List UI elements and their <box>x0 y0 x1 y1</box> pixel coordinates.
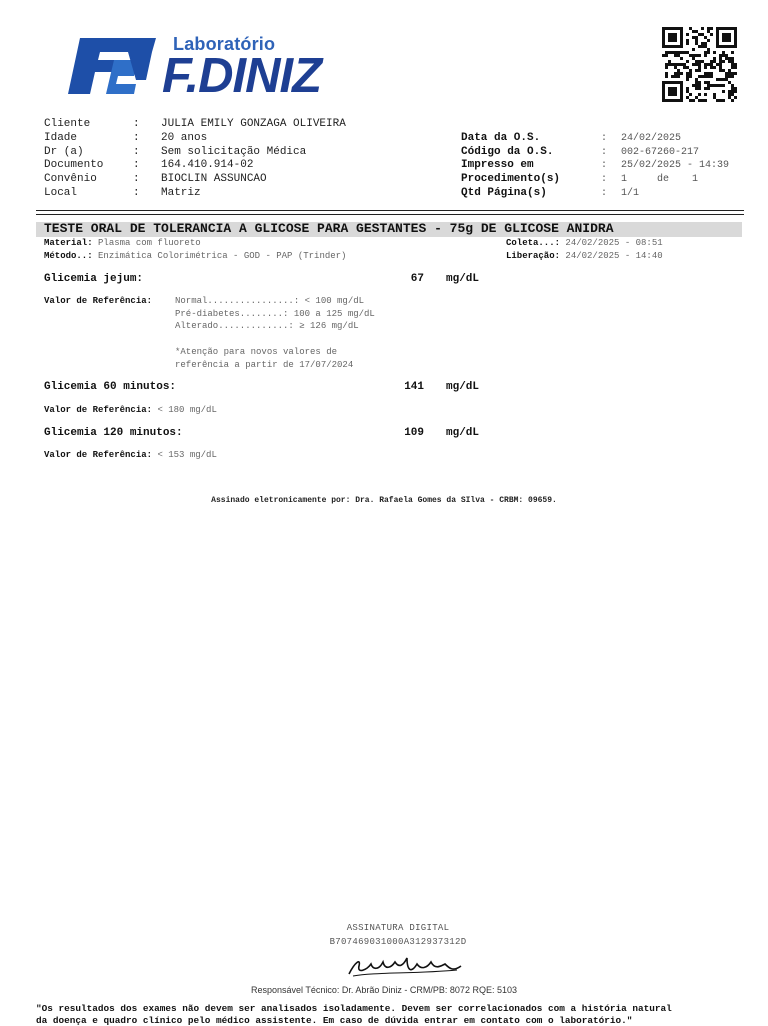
ref-label: Valor de Referência: <box>44 405 153 415</box>
ref-row <box>44 404 217 417</box>
liberacao-row <box>506 251 663 261</box>
signed-by: Assinado eletronicamente por: Dra. Rafaela Gomes da SIlva - CRBM: 09659. <box>211 496 557 505</box>
material-row <box>44 238 201 248</box>
colon: : <box>601 160 608 171</box>
convenio-label: Convênio <box>44 173 97 185</box>
local-value: Matriz <box>161 187 201 199</box>
result-value: 141 <box>404 381 424 393</box>
ref-normal: Normal................: < 100 mg/dL <box>175 296 365 306</box>
metodo-row <box>44 251 346 261</box>
colon: : <box>133 159 140 171</box>
logo-name-text: F.DINIZ <box>162 49 322 103</box>
header-divider <box>36 214 744 215</box>
idade-label: Idade <box>44 132 78 144</box>
coleta-value: 24/02/2025 - 08:51 <box>565 238 663 248</box>
coleta-label: Coleta...: <box>506 238 561 248</box>
metodo-label: Método..: <box>44 251 93 261</box>
lab-logo-mark <box>66 36 158 96</box>
result-name: Glicemia 120 minutos: <box>44 427 183 439</box>
ref-prediabetes: Pré-diabetes........: 100 a 125 mg/dL <box>175 309 375 319</box>
footer-disclaimer-line: da doença e quadro clínico pelo médico assistente. Em caso de dúvida entrar em contato com o laboratório." <box>36 1015 633 1026</box>
result-value: 67 <box>410 273 424 285</box>
qtd-pagina-value: 1/1 <box>621 188 640 199</box>
header-divider <box>36 210 744 211</box>
procedimento-label: Procedimento(s) <box>461 173 561 185</box>
exam-title: TESTE ORAL DE TOLERANCIA A GLICOSE PARA GESTANTES - 75g DE GLICOSE ANIDRA <box>44 221 614 236</box>
result-name: Glicemia 60 minutos: <box>44 381 177 393</box>
ref-alterado: Alterado.............: ≥ 126 mg/dL <box>175 321 359 331</box>
colon: : <box>133 118 140 130</box>
ref-note-line: referência a partir de 17/07/2024 <box>175 360 354 370</box>
ref-note-line: *Atenção para novos valores de <box>175 347 338 357</box>
digital-signature-code: B707469031000A312937312D <box>329 937 467 947</box>
qtd-pagina-label: Qtd Página(s) <box>461 187 547 199</box>
result-unit: mg/dL <box>446 273 480 285</box>
material-value: Plasma com fluoreto <box>98 238 201 248</box>
codigo-os-label: Código da O.S. <box>461 146 554 158</box>
colon: : <box>601 174 608 185</box>
data-os-label: Data da O.S. <box>461 132 541 144</box>
result-unit: mg/dL <box>446 381 480 393</box>
ref-label: Valor de Referência: <box>44 296 153 306</box>
dr-value: Sem solicitação Médica <box>161 146 307 158</box>
metodo-value: Enzimática Colorimétrica - GOD - PAP (Trinder) <box>98 251 347 261</box>
impresso-value: 25/02/2025 - 14:39 <box>621 160 730 171</box>
data-os-value: 24/02/2025 <box>621 133 682 144</box>
cliente-label: Cliente <box>44 118 91 130</box>
colon: : <box>133 173 140 185</box>
colon: : <box>133 132 140 144</box>
liberacao-value: 24/02/2025 - 14:40 <box>565 251 663 261</box>
qr-code <box>662 27 737 102</box>
colon: : <box>601 188 608 199</box>
cliente-value: JULIA EMILY GONZAGA OLIVEIRA <box>161 118 346 130</box>
impresso-label: Impresso em <box>461 159 534 171</box>
colon: : <box>133 187 140 199</box>
result-name: Glicemia jejum: <box>44 273 144 285</box>
documento-label: Documento <box>44 159 104 171</box>
footer-disclaimer-line: "Os resultados dos exames não devem ser analisados isoladamente. Devem ser correlacionados com a história natural <box>36 1003 672 1014</box>
idade-value: 20 anos <box>161 132 208 144</box>
local-label: Local <box>44 187 78 199</box>
colon: : <box>601 133 608 144</box>
procedimento-de: de <box>657 174 670 185</box>
ref-row <box>44 449 217 462</box>
procedimento-total: 1 <box>692 174 699 185</box>
dr-label: Dr (a) <box>44 146 84 158</box>
material-label: Material: <box>44 238 93 248</box>
logo-lab-text: Laboratório <box>173 34 276 54</box>
coleta-row <box>506 238 663 248</box>
handwritten-signature <box>345 952 465 980</box>
ref-label: Valor de Referência: <box>44 450 153 460</box>
colon: : <box>133 146 140 158</box>
ref-value: < 180 mg/dL <box>157 405 217 415</box>
convenio-value: BIOCLIN ASSUNCAO <box>161 173 267 185</box>
result-unit: mg/dL <box>446 427 480 439</box>
colon: : <box>601 147 608 158</box>
codigo-os-value: 002-67260-217 <box>621 147 700 158</box>
procedimento-value: 1 <box>621 174 628 185</box>
digital-signature-title: ASSINATURA DIGITAL <box>346 923 450 933</box>
responsavel-tecnico: Responsável Técnico: Dr. Abrão Diniz - CRM/PB: 8072 RQE: 5103 <box>251 985 517 995</box>
liberacao-label: Liberação: <box>506 251 561 261</box>
ref-value: < 153 mg/dL <box>157 450 217 460</box>
result-value: 109 <box>404 427 424 439</box>
documento-value: 164.410.914-02 <box>161 159 254 171</box>
